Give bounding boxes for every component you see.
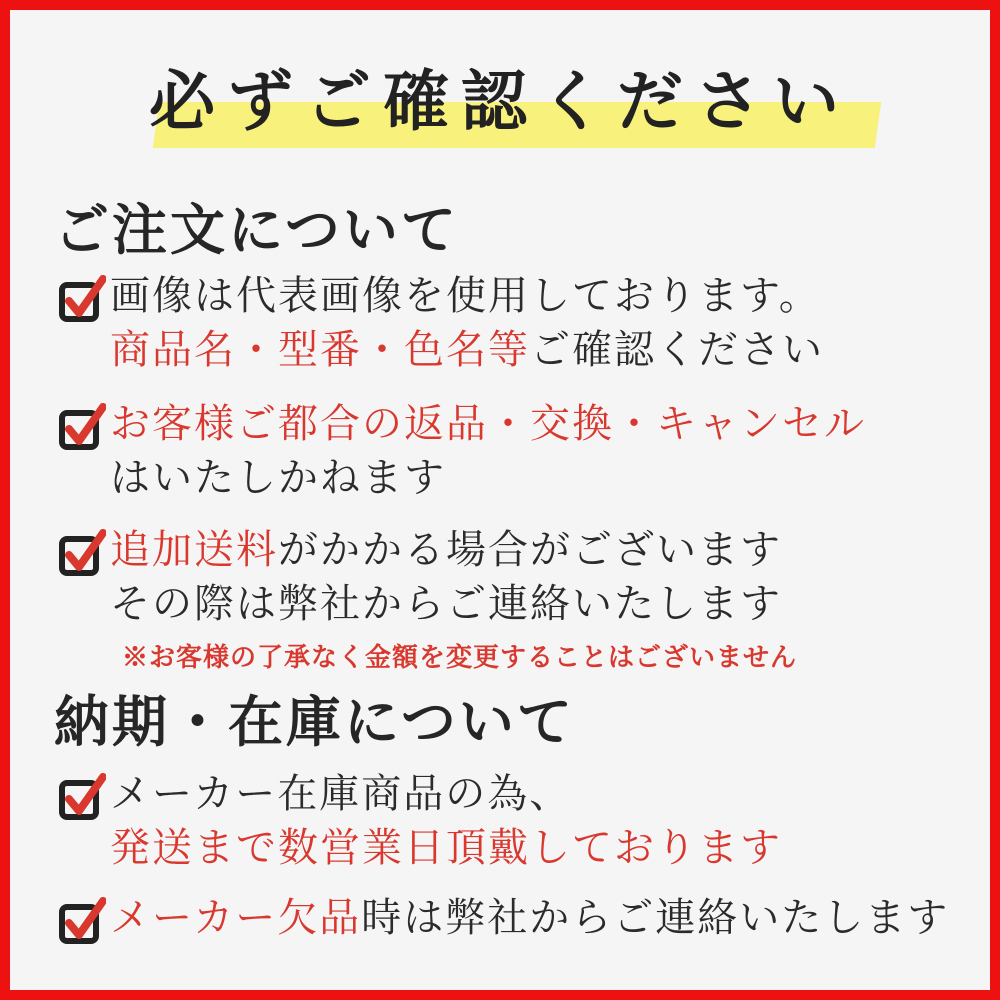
- section-heading-order: ご注文について: [54, 197, 459, 262]
- notice-line: [110, 578, 970, 630]
- page-title: 必ずご確認ください: [149, 62, 851, 140]
- notice-line: [110, 270, 970, 322]
- notice-line: [110, 768, 970, 820]
- checkbox-checked-icon: [58, 401, 106, 453]
- text-segment: 発送まで数営業日頂戴しております: [110, 825, 782, 871]
- notice-item-extra-shipping: [58, 524, 970, 676]
- notice-line: [110, 324, 970, 376]
- checkbox-checked-icon: [58, 527, 106, 579]
- notice-line: [110, 398, 970, 450]
- notice-line: [110, 452, 970, 504]
- title-banner: [10, 10, 990, 180]
- text-segment: 時は弊社からご連絡いたします: [361, 895, 950, 941]
- notice-item-maker-stock: [58, 768, 970, 874]
- text-segment: メーカー欠品: [110, 895, 362, 941]
- text-segment: その際は弊社からご連絡いたします: [110, 581, 782, 627]
- notice-item-maker-out-of-stock: [58, 892, 970, 944]
- text-segment: メーカー在庫商品の為、: [110, 771, 572, 817]
- text-segment: ※お客様の了承なく金額を変更することはございません: [122, 643, 798, 673]
- notice-line: [110, 524, 970, 576]
- notice-item-representative-image: [58, 270, 970, 376]
- section-heading-stock: 納期・在庫について: [54, 689, 575, 754]
- checkbox-checked-icon: [58, 273, 106, 325]
- checkbox-checked-icon: [58, 895, 106, 947]
- text-segment: がかかる場合がございます: [278, 527, 782, 573]
- notice-item-no-returns: [58, 398, 970, 504]
- text-segment: 画像は代表画像を使用しております。: [110, 273, 821, 319]
- notice-line: [110, 822, 970, 874]
- text-segment: はいたしかねます: [110, 455, 446, 501]
- notice-footnote: [110, 640, 970, 676]
- text-segment: お客様ご都合の返品・交換・キャンセル: [110, 401, 866, 447]
- checkbox-checked-icon: [58, 771, 106, 823]
- text-segment: 商品名・型番・色名等: [110, 327, 530, 373]
- text-segment: 追加送料: [110, 527, 278, 573]
- text-segment: ご確認ください: [530, 327, 824, 373]
- notice-line: [110, 892, 970, 944]
